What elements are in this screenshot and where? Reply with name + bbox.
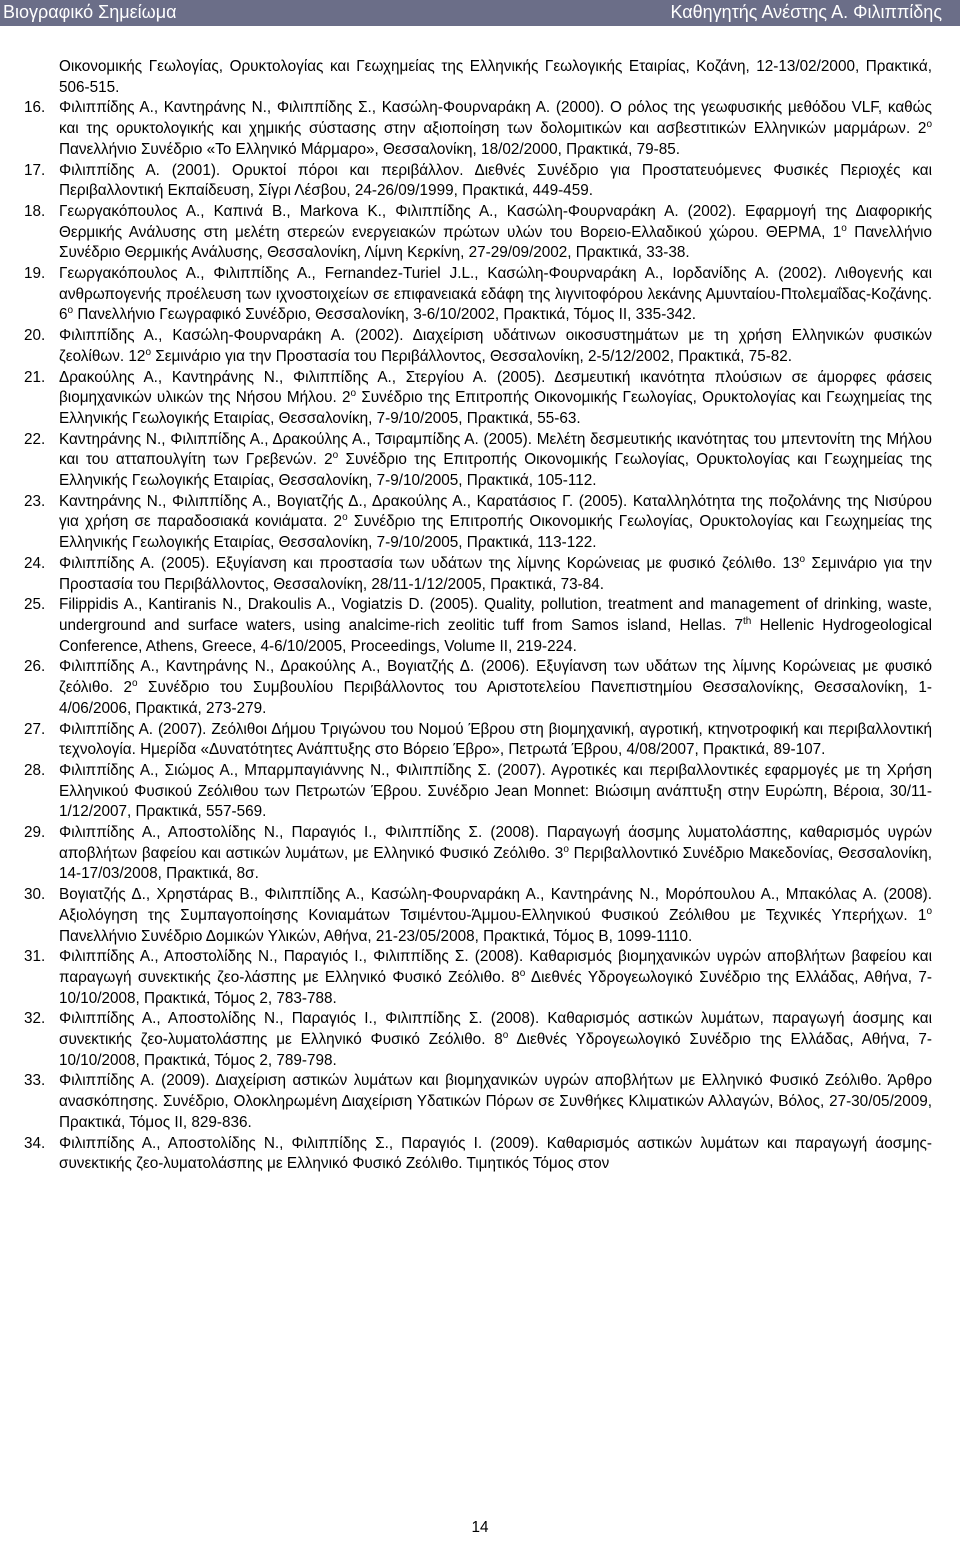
- reference-number: 20.: [24, 327, 46, 345]
- reference-number: 25.: [24, 596, 46, 614]
- reference-text-segment: Συνέδριο της Επιτροπής Οικονομικής Γεωλογίας, Ορυκτολογίας και Γεωχημείας της Ελληνικής Γεωλογικής Εταιρίας, Θεσσαλονίκη, 7-9/10/2005, Πρακτικά, 55-63.: [59, 389, 933, 427]
- reference-number: 32.: [24, 1010, 46, 1028]
- reference-text: [59, 327, 932, 365]
- reference-number: 21.: [24, 368, 46, 386]
- reference-text-segment: Συνέδριο του Συμβουλίου Περιβάλλοντος του Αριστοτελείου Πανεπιστημίου Θεσσαλονίκης, Θεσσαλονίκη, 1-4/06/2006, Πρακτικά, 273-279.: [59, 679, 932, 717]
- reference-text: [59, 555, 932, 593]
- reference-text-segment: Φιλιππίδης Α., Αποστολίδης Ν., Παραγιός Ι., Φιλιππίδης Σ. (2008). Παραγωγή άοσμης λυματολάσπης, καθαρισμός υγρών αποβλήτων βαφείου και αστικών λυμάτων, με Ελληνικό Φυσικό Ζεόλιθο. 3: [59, 824, 932, 862]
- reference-item: [24, 161, 932, 202]
- reference-text-segment: Hellenic Hydrogeological Conference, Athens, Greece, 4-6/10/2005, Proceedings, Volume II, 219-224.: [59, 616, 932, 655]
- reference-item: [24, 947, 932, 1009]
- reference-number: 23.: [24, 492, 46, 510]
- reference-number: 34.: [24, 1134, 46, 1152]
- reference-text-segment: Πανελλήνιο Συνέδριο Θερμικής Ανάλυσης, Θεσσαλονίκη, Λίμνη Κερκίνη, 27-29/09/2002, Πρακτικά, 33-38.: [59, 223, 933, 262]
- reference-item: [24, 1071, 932, 1133]
- reference-text-segment: Φιλιππίδης Α., Κασώλη-Φουρναράκη Α. (2002). Διαχείριση υδάτινων οικοσυστημάτων με τη χρήση Ελληνικών φυσικών ζεολίθων. 12: [59, 327, 932, 365]
- reference-text-segment: Φιλιππίδης Α., Αποστολίδης Ν., Παραγιός Ι., Φιλιππίδης Σ. (2008). Καθαρισμός βιομηχανικών υγρών αποβλήτων βαφείου και παραγωγή συνεκτικής ζεο-λάσπης με Ελληνικό Φυσικό Ζεόλιθο. 8: [59, 948, 932, 986]
- reference-text-segment: Βογιατζής Δ., Χρηστάρας Β., Φιλιππίδης Α., Κασώλη-Φουρναράκη Α., Καντηράνης Ν., Μορόπουλου Α., Μπακόλας Α. (2008). Αξιολόγηση της Συμπαγοποίησης Κονιαμάτων Τσιμέντου-Άμμου-Ελληνικού Φυσικού Ζεόλιθου με Τεχνικές Υπερήχων. 1: [59, 886, 932, 924]
- reference-text: [59, 762, 932, 820]
- reference-text-segment: Διεθνές Υδρογεωλογικό Συνέδριο της Ελλάδας, Αθήνα, 7-10/10/2008, Πρακτικά, Τόμος 2, 783-788.: [59, 968, 933, 1007]
- reference-text-segment: Φιλιππίδης Α., Αποστολίδης Ν., Παραγιός Ι., Φιλιππίδης Σ. (2008). Καθαρισμός αστικών λυμάτων, παραγωγή άοσμης και συνεκτικής ζεο-λυματολάσπης με Ελληνικό Φυσικό Ζεόλιθο. 8: [59, 1010, 932, 1049]
- reference-text-segment: Γεωργακόπουλος Α., Φιλιππίδης Α., Fernandez-Turiel J.L., Κασώλη-Φουρναράκη Α., Ιορδανίδης Α. (2002). Λιθογενής και ανθρωπογενής προέλευση των ιχνοστοιχείων σε επιφανειακά εδάφη της λιγνιτοφόρου λεκάνης Αμυνταίου-Πτολεμαΐδας-Κοζάνης. 6: [59, 265, 932, 324]
- reference-item: [24, 326, 932, 367]
- reference-item: [24, 554, 932, 595]
- reference-text: [59, 658, 932, 716]
- reference-list: [24, 57, 932, 1175]
- ordinal-superscript: ο: [350, 388, 357, 400]
- header-author: Καθηγητής Ανέστης Α. Φιλιππίδης: [670, 2, 942, 22]
- reference-text-segment: Καντηράνης Ν., Φιλιππίδης Α., Βογιατζής Δ., Δρακούλης Α., Καρατάσιος Γ. (2005). Καταλληλότητα της ποζολάνης της Νισύρου για χρήση σε παραδοσιακά κονιάματα. 2: [59, 492, 932, 531]
- ordinal-superscript: ο: [519, 967, 526, 979]
- reference-text-segment: Φιλιππίδης Α. (2009). Διαχείριση αστικών λυμάτων και βιομηχανικών υγρών αποβλήτων με Ελληνικό Φυσικό Ζεόλιθο. Άρθρο ανασκόπησης. Συνέδριο, Ολοκληρωμένη Διαχείριση Υδατικών Πόρων σε Συνθήκες Κλιματικών Αλλαγών, Βόλος, 27-30/05/2009, Πρακτικά, Τόμος ΙΙ, 829-836.: [59, 1072, 932, 1131]
- ordinal-superscript: ο: [926, 905, 932, 917]
- reference-text: [59, 596, 932, 654]
- reference-text-segment: Καντηράνης Ν., Φιλιππίδης Α., Δρακούλης Α., Τσιραμπίδης Α. (2005). Μελέτη δεσμευτικής ικανότητας του μπεντονίτη της Μήλου και του ατταπουλγίτη των Γρεβενών. 2: [59, 430, 932, 469]
- reference-item: [24, 430, 932, 492]
- reference-item: [24, 657, 932, 719]
- reference-text: [59, 948, 932, 1006]
- reference-text-segment: Φιλιππίδης Α., Καντηράνης Ν., Φιλιππίδης Σ., Κασώλη-Φουρναράκη Α. (2000). Ο ρόλος της γεωφυσικής μεθόδου VLF, καθώς και της ορυκτολογικής και χημικής σύστασης στην αξιοποίηση των δολομιτικών και ασβεστιτικών Ελληνικών μαρμάρων. 2: [59, 99, 932, 138]
- reference-item: [24, 1134, 932, 1175]
- reference-number: 17.: [24, 161, 46, 179]
- reference-number: 31.: [24, 948, 46, 966]
- reference-text-segment: Πανελλήνιο Συνέδριο «Το Ελληνικό Μάρμαρο», Θεσσαλονίκη, 18/02/2000, Πρακτικά, 79-85.: [59, 140, 680, 158]
- reference-number: 27.: [24, 720, 46, 738]
- reference-number: 28.: [24, 761, 46, 779]
- reference-text-segment: Φιλιππίδης Α., Σιώμος Α., Μπαρμπαγιάννης Ν., Φιλιππίδης Σ. (2007). Αγροτικές και περιβαλλοντικές εφαρμογές με τη Χρήση Ελληνικού Φυσικού Ζεόλιθου των Πετρωτών Έβρου. Συνέδριο Jean Monnet: Βιώσιμη ανάπτυξη στην Ευρώπη, Βέροια, 30/11-1/12/2007, Πρακτικά, 557-569.: [59, 761, 932, 821]
- reference-text: [59, 493, 932, 551]
- reference-number: 18.: [24, 202, 46, 220]
- reference-item: [24, 202, 932, 264]
- reference-text-segment: Διεθνές Υδρογεωλογικό Συνέδριο της Ελλάδας, Αθήνα, 7-10/10/2008, Πρακτικά, Τόμος 2, 789-798.: [59, 1031, 932, 1069]
- reference-text-segment: Πανελλήνιο Συνέδριο Δομικών Υλικών, Αθήνα, 21-23/05/2008, Πρακτικά, Τόμος Β, 1099-1110.: [59, 927, 693, 945]
- ordinal-superscript: ο: [502, 1030, 509, 1042]
- reference-text: [59, 162, 932, 200]
- reference-text-segment: Φιλιππίδης Α., Αποστολίδης Ν., Φιλιππίδης Σ., Παραγιός Ι. (2009). Καθαρισμός αστικών λυμάτων και παραγωγή άοσμης-συνεκτικής ζεο-λυματολάσπης με Ελληνικό Φυσικό Ζεόλιθο. Τιμητικός Τόμος στον: [59, 1134, 932, 1173]
- reference-text: [59, 824, 932, 882]
- reference-text: [59, 886, 932, 944]
- reference-item: [24, 57, 932, 98]
- reference-text-segment: Συνέδριο της Επιτροπής Οικονομικής Γεωλογίας, Ορυκτολογίας και Γεωχημείας της Ελληνικής Γεωλογικής Εταιρίας, Θεσσαλονίκη, 7-9/10/2005, Πρακτικά, 113-122.: [59, 513, 932, 552]
- ordinal-superscript: th: [743, 615, 752, 627]
- reference-item: [24, 492, 932, 554]
- reference-text-segment: Φιλιππίδης Α. (2001). Ορυκτοί πόροι και περιβάλλον. Διεθνές Συνέδριο για Προστατευόμενες Φυσικές Περιοχές και Περιβαλλοντική Εκπαίδευση, Σίγρι Λέσβου, 24-26/09/1999, Πρακτικά, 449-459.: [59, 161, 932, 200]
- reference-item: [24, 1009, 932, 1071]
- reference-text: [59, 58, 932, 96]
- reference-item: [24, 823, 932, 885]
- reference-text-segment: Δρακούλης Α., Καντηράνης Ν., Φιλιππίδης Α., Στεργίου Α. (2005). Δεσμευτική ικανότητα πλούσιων σε άμορφες φάσεις βιομηχανικών υλικών της Νήσου Μήλου. 2: [59, 368, 932, 407]
- reference-item: [24, 885, 932, 947]
- ordinal-superscript: ο: [563, 843, 569, 855]
- reference-text: [59, 721, 932, 759]
- reference-text-segment: Φιλιππίδης Α. (2005). Εξυγίανση και προστασία των υδάτων της λίμνης Κορώνειας με φυσικό ζεόλιθο. 13: [59, 554, 800, 572]
- reference-text-segment: Συνέδριο της Επιτροπής Οικονομικής Γεωλογίας, Ορυκτολογίας και Γεωχημείας της Ελληνικής Γεωλογικής Εταιρίας, Θεσσαλονίκη, 7-9/10/2005, Πρακτικά, 105-112.: [59, 451, 932, 490]
- reference-text: [59, 203, 932, 261]
- reference-text: [59, 99, 932, 157]
- reference-item: [24, 264, 932, 326]
- reference-number: 24.: [24, 554, 46, 572]
- reference-number: 30.: [24, 886, 46, 904]
- ordinal-superscript: ο: [926, 119, 932, 131]
- reference-text-segment: Φιλιππίδης Α. (2007). Ζεόλιθοι Δήμου Τριγώνου του Νομού Έβρου στη βιομηχανική, αγροτική, κτηνοτροφική και περιβαλλοντική τεχνολογία. Ημερίδα «Δυνατότητες Ανάπτυξης στο Βόρειο Έβρο», Πετρωτά Έβρου, 4/08/2007, Πρακτικά, 89-107.: [59, 720, 932, 759]
- reference-item: [24, 98, 932, 160]
- reference-text: [59, 1135, 932, 1173]
- reference-number: 19.: [24, 265, 46, 283]
- header-document-title: Βιογραφικό Σημείωμα: [3, 2, 177, 22]
- ordinal-superscript: ο: [342, 512, 348, 524]
- reference-number: 22.: [24, 430, 46, 448]
- ordinal-superscript: ο: [841, 222, 847, 234]
- ordinal-superscript: ο: [799, 553, 806, 565]
- reference-item: [24, 720, 932, 761]
- reference-item: [24, 761, 932, 823]
- reference-number: 29.: [24, 824, 46, 842]
- ordinal-superscript: ο: [67, 305, 74, 317]
- reference-text-segment: Οικονομικής Γεωλογίας, Ορυκτολογίας και Γεωχημείας της Ελληνικής Γεωλογικής Εταιρίας, Κοζάνη, 12-13/02/2000, Πρακτικά, 506-515.: [59, 58, 932, 96]
- reference-text-segment: Πανελλήνιο Γεωγραφικό Συνέδριο, Θεσσαλονίκη, 3-6/10/2002, Πρακτικά, Τόμος ΙΙ, 335-342.: [73, 306, 697, 324]
- page-number: 14: [471, 1519, 489, 1536]
- reference-text-segment: Σεμινάριο για την Προστασία του Περιβάλλοντος, Θεσσαλονίκη, 2-5/12/2002, Πρακτικά, 75-82.: [151, 347, 793, 365]
- reference-number: 26.: [24, 658, 46, 676]
- ordinal-superscript: ο: [132, 678, 138, 690]
- running-header: [0, 0, 960, 26]
- reference-text-segment: Σεμινάριο για την Προστασία του Περιβάλλοντος, Θεσσαλονίκη, 28/11-1/12/2005, Πρακτικά, 73-84.: [59, 554, 932, 593]
- ordinal-superscript: ο: [145, 346, 152, 358]
- reference-item: [24, 595, 932, 657]
- reference-text: [59, 431, 932, 489]
- reference-text: [59, 265, 932, 323]
- reference-item: [24, 368, 932, 430]
- reference-text: [59, 369, 932, 427]
- reference-text-segment: Περιβαλλοντικό Συνέδριο Μακεδονίας, Θεσσαλονίκη, 14-17/03/2008, Πρακτικά, 8σ.: [59, 844, 933, 883]
- reference-text: [59, 1010, 932, 1068]
- ordinal-superscript: ο: [332, 450, 339, 462]
- reference-text-segment: Filippidis A., Kantiranis N., Drakoulis A., Vogiatzis D. (2005). Quality, pollution, treatment and management of drinking, waste, underground and surface waters, using analcime-rich zeolitic tuff from Samos island, Hellas. 7: [59, 596, 932, 634]
- reference-text: [59, 1072, 932, 1130]
- reference-number: 16.: [24, 99, 46, 117]
- reference-text-segment: Γεωργακόπουλος Α., Καπινά Β., Markova K., Φιλιππίδης Α., Κασώλη-Φουρναράκη Α. (2002). Εφαρμογή της Διαφορικής Θερμικής Ανάλυσης στη μελέτη στερεών ενεργειακών πρώτων υλών του Βορειο-Ελλαδικού χώρου. ΘΕΡΜΑ, 1: [59, 202, 932, 241]
- reference-text-segment: Φιλιππίδης Α., Καντηράνης Ν., Δρακούλης Α., Βογιατζής Δ. (2006). Εξυγίανση των υδάτων της λίμνης Κορώνειας με φυσικό ζεόλιθο. 2: [59, 658, 932, 697]
- reference-number: 33.: [24, 1072, 46, 1090]
